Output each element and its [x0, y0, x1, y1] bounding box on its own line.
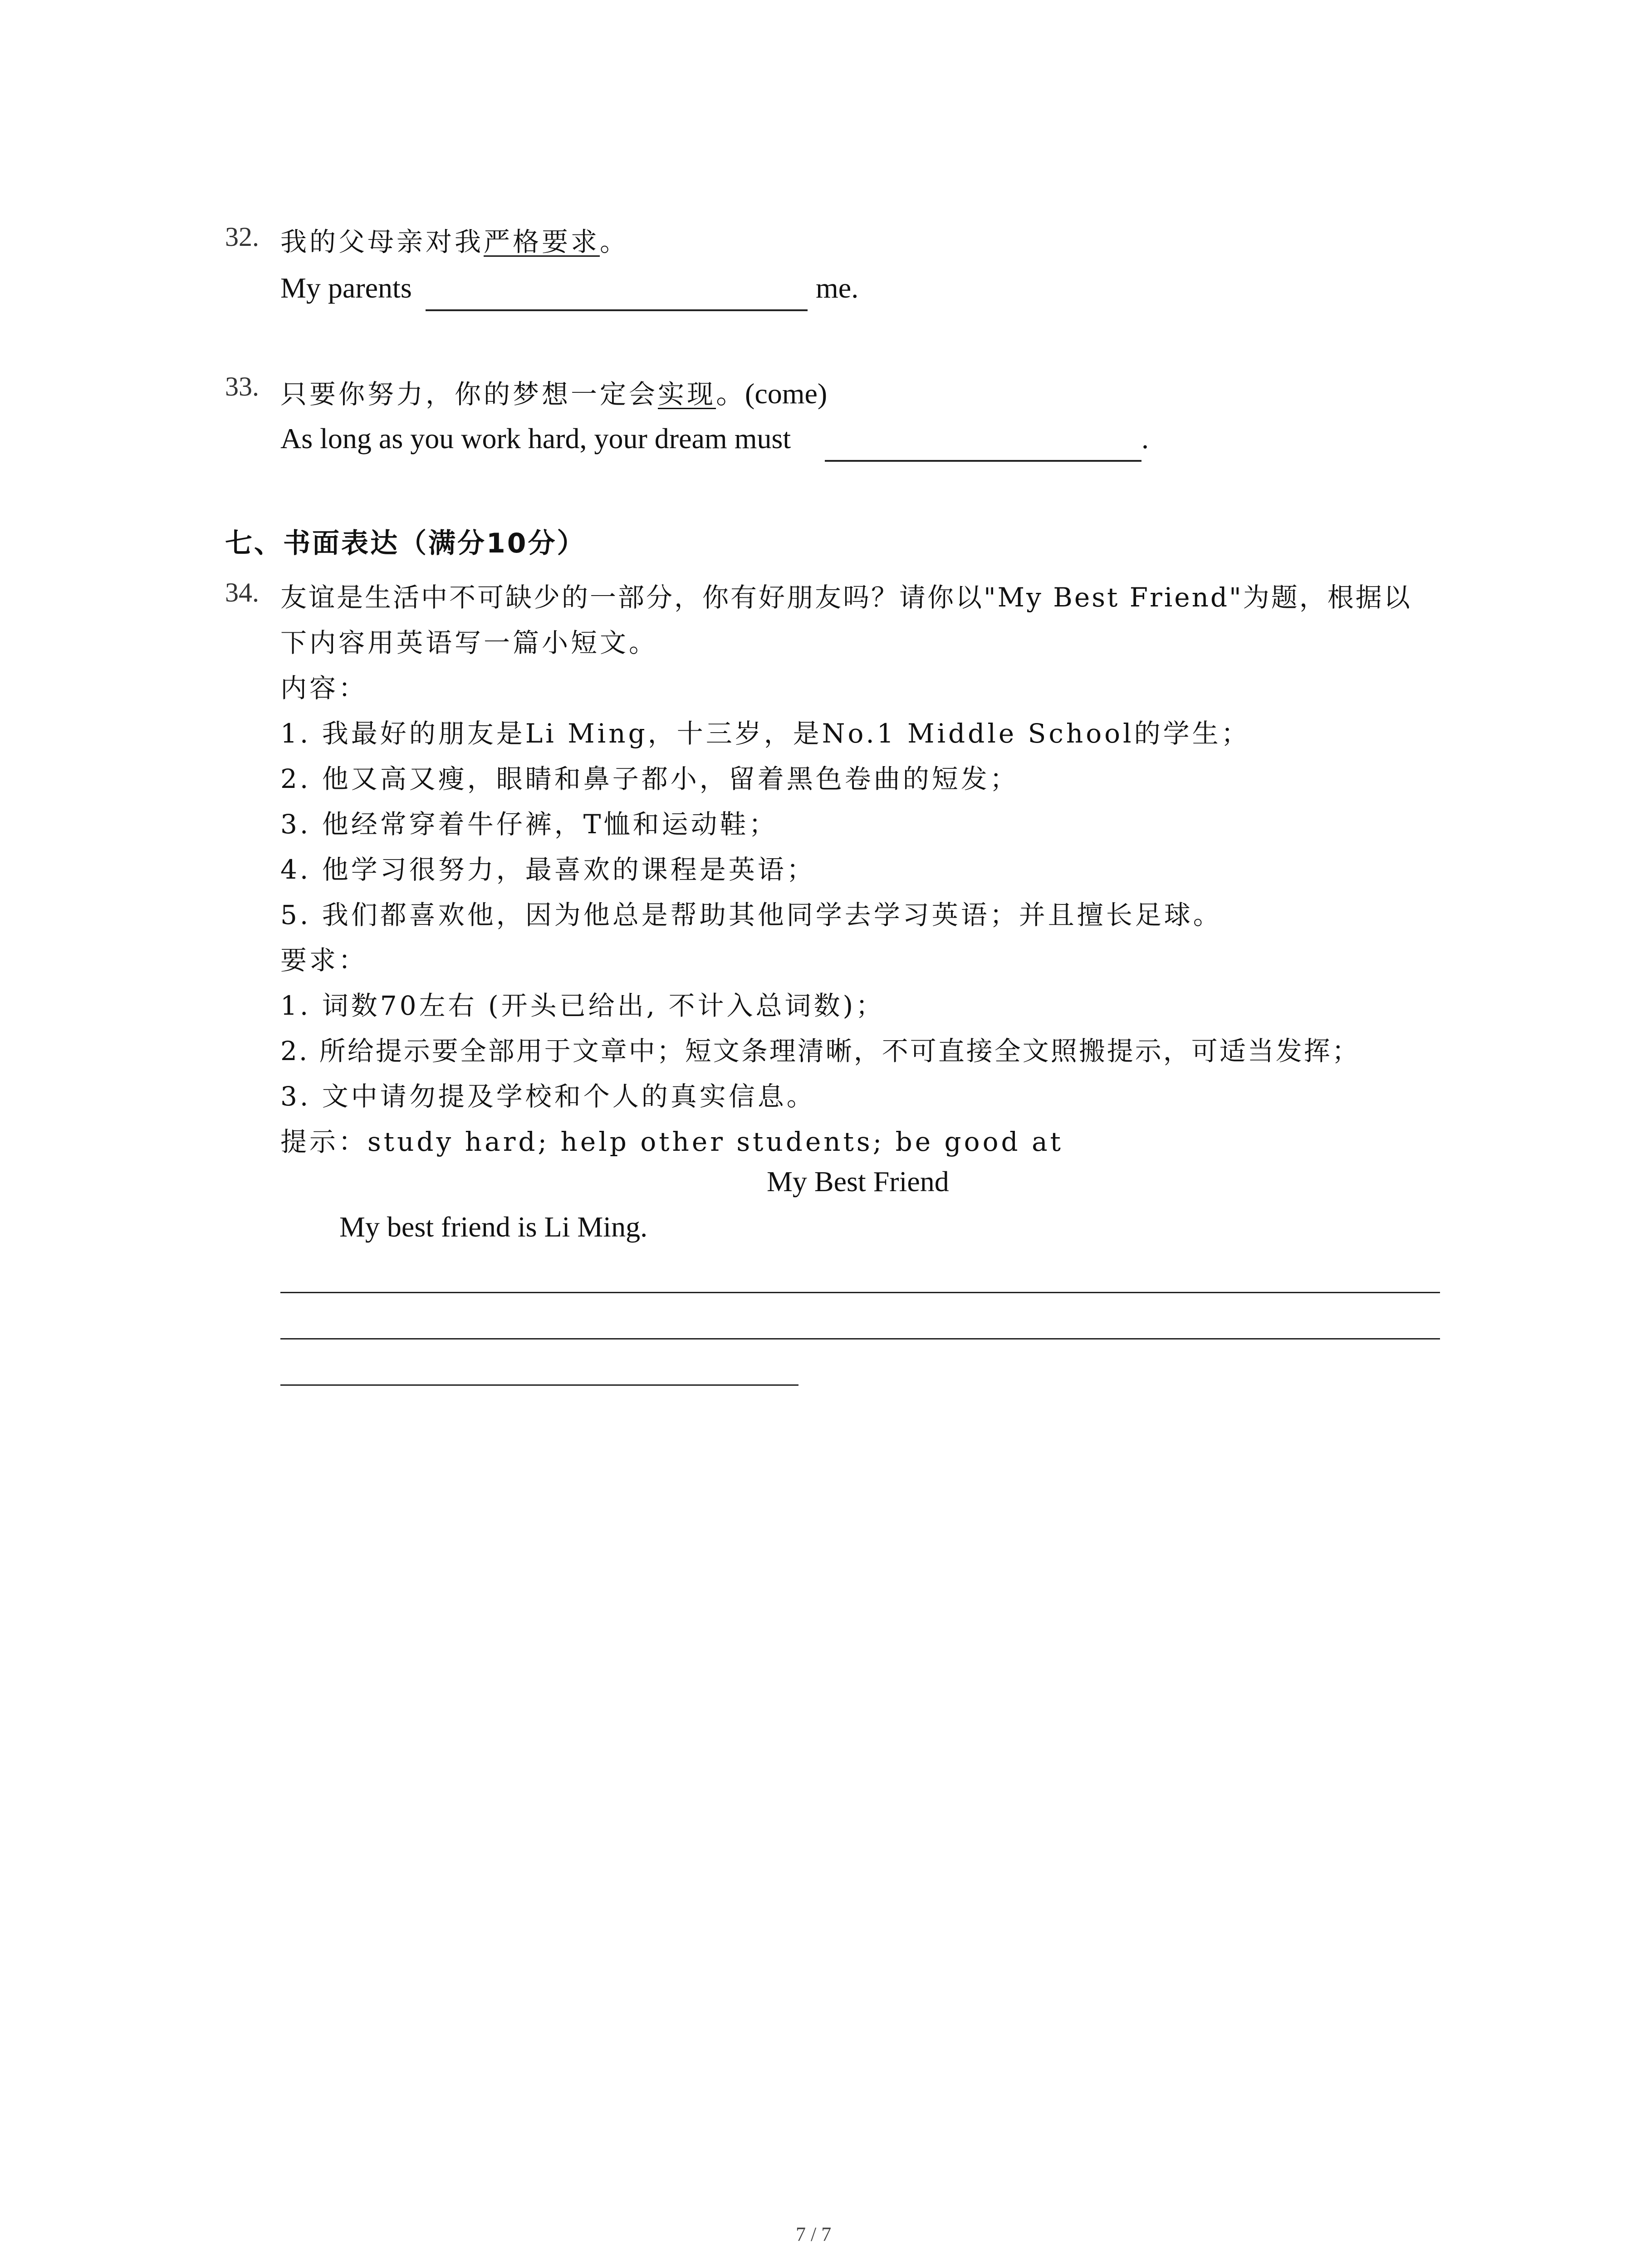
requirement-item: 1. 词数70左右 (开头已给出, 不计入总词数)； [280, 990, 885, 1021]
question-34-prompt-line2: 下内容用英语写一篇小短文。 [280, 627, 658, 658]
writing-line[interactable] [280, 1384, 798, 1386]
question-32-cn-underlined: 严格要求 [484, 226, 600, 257]
writing-line[interactable] [280, 1338, 1440, 1339]
question-32-english-after: me. [816, 272, 859, 304]
question-33-answer-blank[interactable] [825, 460, 1141, 462]
question-33-english-after: . [1141, 422, 1149, 455]
question-33-cn-after: 。(come) [716, 377, 828, 410]
essay-opening-sentence: My best friend is Li Ming. [339, 1211, 648, 1243]
question-33-english-before: As long as you work hard, your dream must [280, 422, 791, 455]
question-32-number: 32. [225, 222, 259, 252]
content-item: 1. 我最好的朋友是Li Ming，十三岁，是No.1 Middle School的学生； [280, 718, 1250, 749]
question-32-answer-blank[interactable] [426, 309, 808, 311]
content-item: 4. 他学习很努力，最喜欢的课程是英语； [280, 854, 816, 885]
question-34-number: 34. [225, 577, 259, 607]
question-34-prompt-line1: 友谊是生活中不可缺少的一部分，你有好朋友吗？请你以"My Best Friend"为题，根据以 [280, 582, 1412, 613]
content-label: 内容： [280, 673, 368, 704]
section-heading: 七、书面表达（满分10分） [225, 528, 586, 559]
content-item: 3. 他经常穿着牛仔裤，T恤和运动鞋； [280, 809, 778, 840]
content-item: 5. 我们都喜欢他，因为他总是帮助其他同学去学习英语；并且擅长足球。 [280, 899, 1222, 930]
requirement-item: 2. 所给提示要全部用于文章中；短文条理清晰，不可直接全文照搬提示，可适当发挥； [280, 1036, 1360, 1066]
hint-text: 提示：study hard; help other students; be good at [280, 1126, 1063, 1157]
writing-line[interactable] [280, 1292, 1440, 1293]
requirement-item: 3. 文中请勿提及学校和个人的真实信息。 [280, 1081, 816, 1112]
question-32-chinese [280, 220, 629, 259]
question-33-chinese [280, 370, 827, 412]
content-item: 2. 他又高又瘦，眼睛和鼻子都小，留着黑色卷曲的短发； [280, 763, 1019, 794]
question-32-english-before: My parents [280, 272, 412, 304]
question-33-cn-before: 只要你努力，你的梦想一定会 [280, 379, 658, 410]
question-33-cn-underlined: 实现 [658, 379, 716, 410]
question-33-number: 33. [225, 371, 259, 401]
essay-title: My Best Friend [767, 1165, 949, 1198]
question-32-cn-after: 。 [600, 226, 629, 257]
page-number: 7 / 7 [796, 2223, 832, 2245]
question-32-cn-before: 我的父母亲对我 [280, 226, 484, 257]
requirements-label: 要求： [280, 945, 368, 976]
